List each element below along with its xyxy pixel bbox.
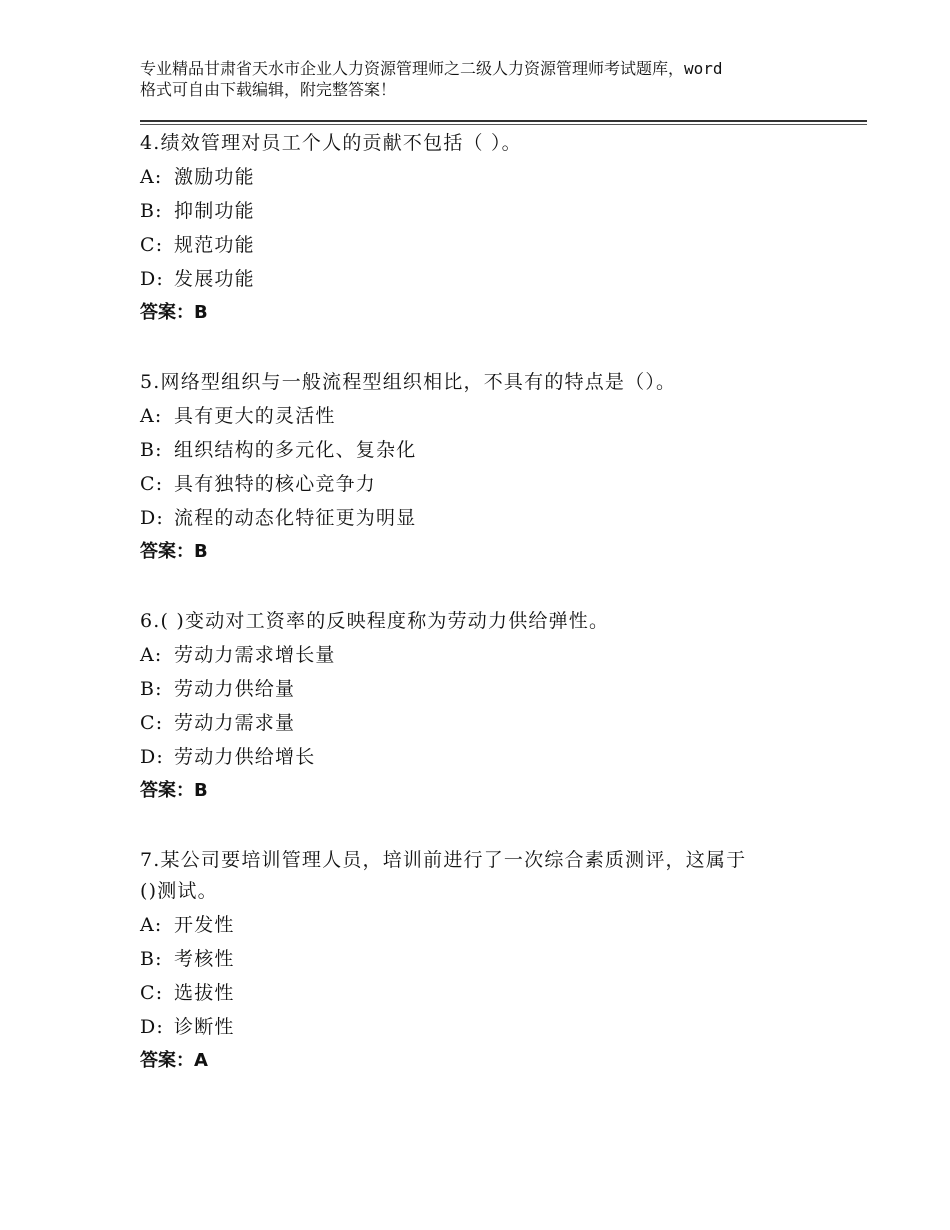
option-key: A: (140, 914, 163, 936)
option-text: 规范功能 (174, 234, 255, 256)
option-text: 劳动力需求量 (174, 712, 296, 734)
option-text: 劳动力供给增长 (174, 746, 316, 768)
answer-label: 答案：B (140, 541, 208, 562)
option-key: A: (140, 644, 163, 666)
option-key: A: (140, 166, 163, 188)
question-7 (140, 846, 840, 1081)
question-stem-line-1: 7.某公司要培训管理人员，培训前进行了一次综合素质测评，这属于 (140, 849, 747, 871)
option-c (140, 709, 840, 743)
option-text: 激励功能 (174, 166, 255, 188)
option-key: D: (140, 1016, 165, 1038)
question-4 (140, 129, 840, 333)
option-key: A: (140, 405, 163, 427)
header-line-2: 格式可自由下载编辑，附完整答案！ (140, 80, 397, 99)
question-stem (140, 846, 840, 905)
question-6 (140, 607, 840, 811)
option-text: 劳动力供给量 (174, 678, 296, 700)
question-stem: 6.( )变动对工资率的反映程度称为劳动力供给弹性。 (140, 610, 610, 632)
question-stem: 5.网络型组织与一般流程型组织相比，不具有的特点是（）。 (140, 371, 677, 393)
option-text: 具有独特的核心竞争力 (174, 473, 377, 495)
option-b (140, 436, 840, 470)
option-c (140, 470, 840, 504)
option-c (140, 979, 840, 1013)
option-d (140, 1013, 840, 1047)
option-b (140, 675, 840, 709)
option-text: 流程的动态化特征更为明显 (174, 507, 417, 529)
option-d (140, 265, 840, 299)
option-text: 发展功能 (174, 268, 255, 290)
option-key: C: (140, 234, 164, 256)
option-a (140, 163, 840, 197)
option-b (140, 197, 840, 231)
option-text: 开发性 (174, 914, 235, 936)
option-text: 抑制功能 (174, 200, 255, 222)
option-b (140, 945, 840, 979)
option-text: 考核性 (174, 948, 235, 970)
answer-label: 答案：B (140, 302, 208, 323)
option-d (140, 504, 840, 538)
option-text: 选拔性 (174, 982, 235, 1004)
option-key: D: (140, 268, 165, 290)
option-key: B: (140, 439, 163, 461)
question-stem: 4.绩效管理对员工个人的贡献不包括（ ）。 (140, 132, 522, 154)
header-divider-thin (140, 124, 867, 125)
option-a (140, 911, 840, 945)
option-key: C: (140, 712, 164, 734)
header-divider-thick (140, 120, 867, 122)
option-key: B: (140, 200, 163, 222)
option-a (140, 641, 840, 675)
option-key: D: (140, 507, 165, 529)
option-text: 劳动力需求增长量 (174, 644, 336, 666)
option-key: B: (140, 948, 163, 970)
option-key: D: (140, 746, 165, 768)
question-stem-line-2: ()测试。 (140, 880, 218, 902)
option-text: 诊断性 (174, 1016, 235, 1038)
answer-label: 答案：B (140, 780, 208, 801)
option-key: C: (140, 473, 164, 495)
option-c (140, 231, 840, 265)
question-5 (140, 368, 840, 572)
option-text: 组织结构的多元化、复杂化 (174, 439, 417, 461)
option-d (140, 743, 840, 777)
option-text: 具有更大的灵活性 (174, 405, 336, 427)
option-key: C: (140, 982, 164, 1004)
document-header (140, 58, 840, 100)
header-line-1: 专业精品甘肃省天水市企业人力资源管理师之二级人力资源管理师考试题库，word (140, 59, 723, 78)
option-a (140, 402, 840, 436)
option-key: B: (140, 678, 163, 700)
answer-label: 答案：A (140, 1050, 208, 1071)
